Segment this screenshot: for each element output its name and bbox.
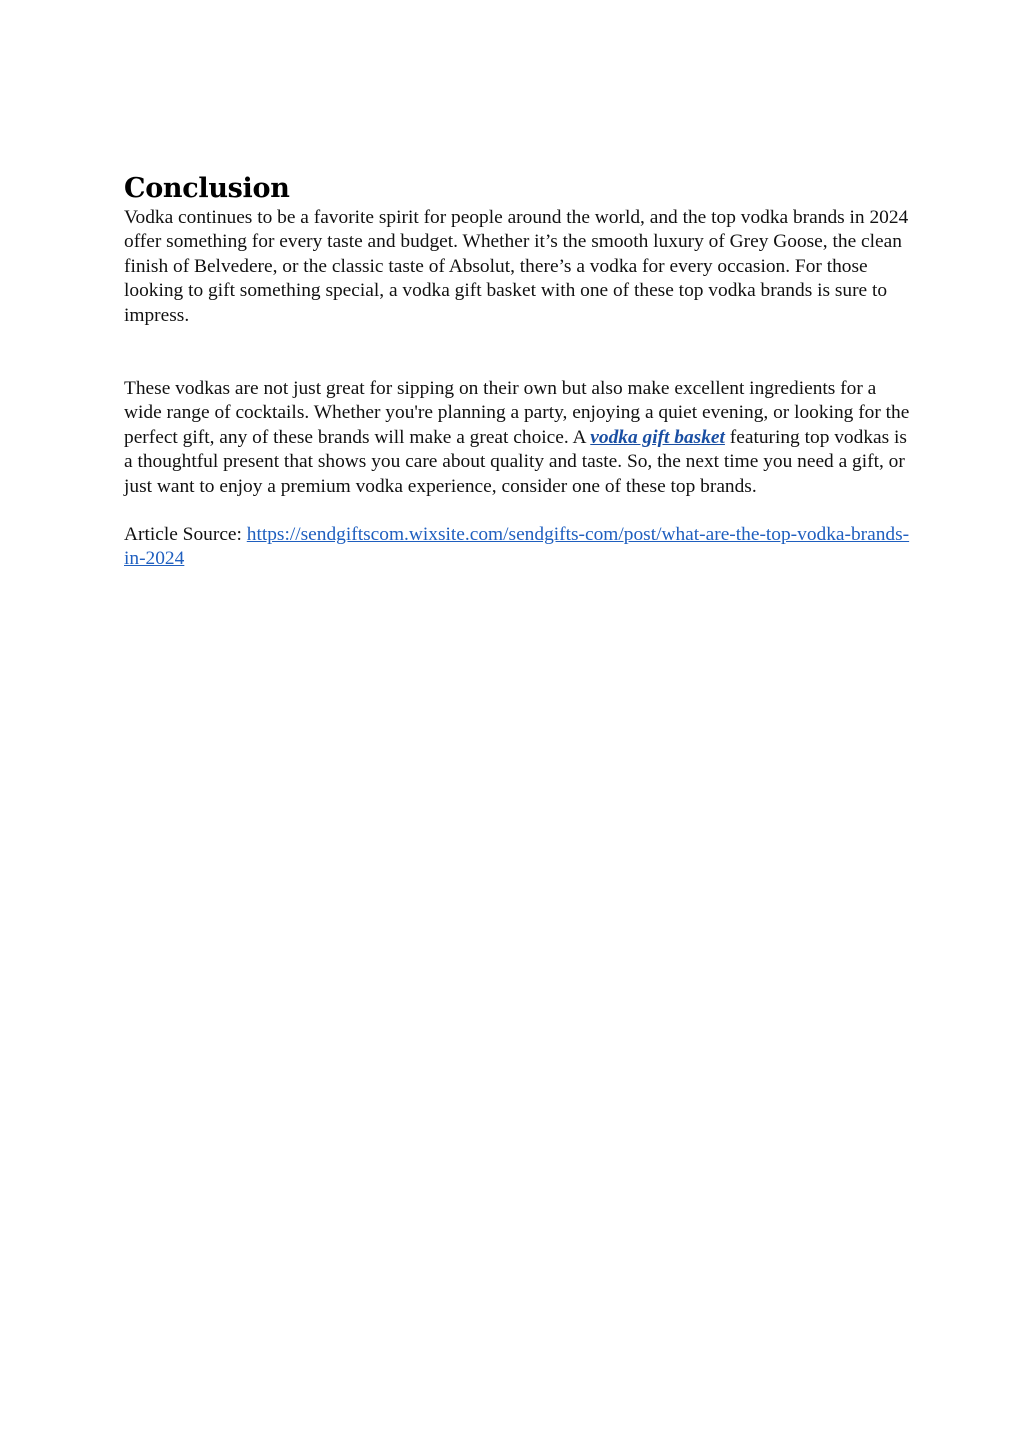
article-source-label: Article Source: <box>124 524 247 546</box>
cocktail-paragraph <box>124 377 914 499</box>
vodka-gift-basket-link[interactable]: vodka gift basket <box>590 426 725 448</box>
article-source-link[interactable]: https://sendgiftscom.wixsite.com/sendgifts-com/post/what-are-the-top-vodka-brands-in-2024 <box>124 524 910 570</box>
spacer <box>124 328 914 377</box>
paragraph-text-before-link: These vodkas are not just great for sipping on their own but also make excellent ingredients for a wide range of cocktails. Whether you're planning a party, enjoying a quiet evening, or looking for the perfect gift, any of these brands will make a great choice. A <box>124 378 910 448</box>
paragraph-text-after-link: featuring top vodkas is a thoughtful present that shows you care about quality and taste. So, the next time you need a gift, or just want to enjoy a premium vodka experience, consider one of these top brands. <box>124 426 907 497</box>
conclusion-paragraph: Vodka continues to be a favorite spirit for people around the world, and the top vodka brands in 2024 offer something for every taste and budget. Whether it’s the smooth luxury of Grey Goose, the clean finish of Belvedere, or the classic taste of Absolut, there’s a vodka for every occasion. For those looking to gift something special, a vodka gift basket with one of these top vodka brands is sure to impress. <box>124 207 909 326</box>
section-heading: Conclusion <box>124 173 290 204</box>
spacer <box>124 499 914 523</box>
document-body <box>124 172 914 572</box>
article-source <box>124 523 914 572</box>
